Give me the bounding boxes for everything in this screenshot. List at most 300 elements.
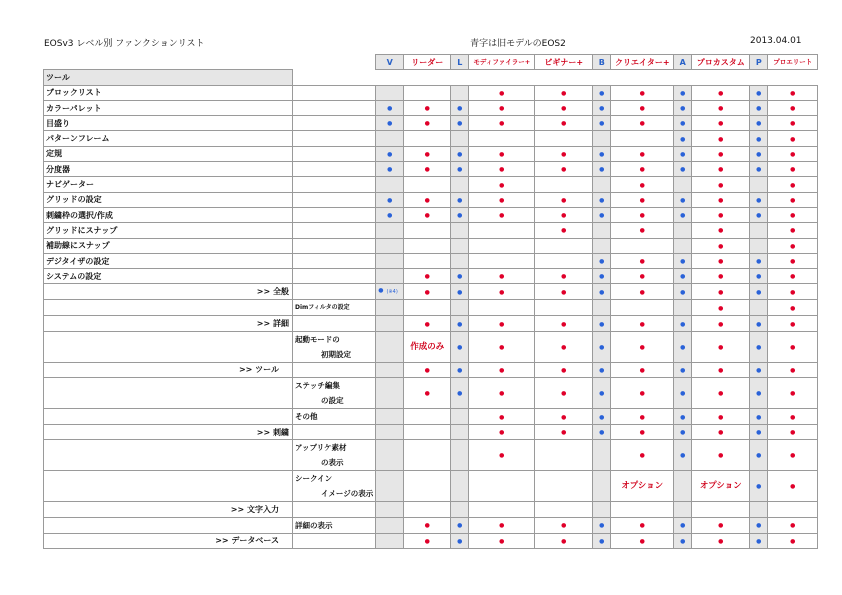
level-cell <box>469 471 535 502</box>
level-cell <box>674 331 692 362</box>
level-cell <box>469 253 535 268</box>
level-label: V <box>386 57 393 67</box>
blue-dot-icon: ● <box>756 258 762 265</box>
level-cell <box>611 238 674 253</box>
blue-dot-icon: ● <box>457 537 463 545</box>
feature-name-cell <box>44 440 293 471</box>
blue-dot-icon: ● <box>756 105 762 113</box>
level-cell <box>376 192 404 207</box>
level-cell <box>451 440 469 471</box>
level-cell <box>611 284 674 300</box>
red-dot-icon: ● <box>718 150 724 158</box>
level-cell <box>404 331 451 362</box>
level-cell <box>535 116 593 131</box>
red-dot-icon: ● <box>790 89 796 97</box>
level-cell <box>750 300 768 316</box>
header-spacer <box>44 55 293 70</box>
red-dot-icon: ● <box>424 288 430 296</box>
level-cell <box>593 100 611 115</box>
level-cell <box>768 162 818 177</box>
feature-row <box>44 177 818 192</box>
red-dot-icon: ● <box>561 366 567 374</box>
feature-name: ナビゲーター <box>44 177 293 192</box>
level-cell <box>593 300 611 316</box>
level-cell <box>535 253 593 268</box>
blue-dot-icon: ● <box>599 89 605 97</box>
level-cell <box>593 116 611 131</box>
blue-dot-icon: ● <box>457 366 463 374</box>
level-cell <box>593 425 611 440</box>
level-cell <box>768 517 818 533</box>
level-cell <box>750 440 768 471</box>
level-label: ビギナー+ <box>544 57 584 67</box>
red-dot-icon: ● <box>718 343 724 351</box>
red-dot-icon: ● <box>499 181 505 189</box>
feature-row <box>44 378 818 409</box>
level-cell <box>674 409 692 425</box>
level-cell <box>451 284 469 300</box>
level-cell <box>674 502 692 517</box>
level-cell <box>768 362 818 377</box>
level-cell <box>692 284 750 300</box>
level-cell <box>376 316 404 331</box>
blue-dot-icon: ● <box>599 258 605 265</box>
level-cell <box>469 207 535 222</box>
red-dot-icon: ● <box>561 89 567 97</box>
feature-sub-line: その他 <box>295 412 318 422</box>
level-cell <box>404 284 451 300</box>
level-cell <box>768 192 818 207</box>
feature-row <box>44 409 818 425</box>
level-cell <box>750 284 768 300</box>
level-cell <box>451 533 469 548</box>
red-dot-icon: ● <box>639 150 645 158</box>
feature-name: グリッドにスナップ <box>44 223 293 238</box>
red-dot-icon: ● <box>790 429 796 437</box>
feature-row <box>44 192 818 207</box>
level-cell <box>451 409 469 425</box>
level-cell <box>376 269 404 284</box>
feature-sub-cell <box>293 146 376 161</box>
blue-dot-icon: ● <box>599 429 605 437</box>
blue-dot-icon: ● <box>756 390 762 398</box>
red-dot-icon: ● <box>718 320 724 328</box>
red-dot-icon: ● <box>639 320 645 328</box>
blue-dot-icon: ● <box>680 120 686 128</box>
blue-dot-icon: ● <box>387 105 393 113</box>
level-cell <box>451 471 469 502</box>
feature-sub-line: シークイン <box>295 474 333 484</box>
red-dot-icon: ● <box>790 120 796 128</box>
level-label: B <box>598 57 605 67</box>
level-cell <box>674 440 692 471</box>
red-dot-icon: ● <box>499 366 505 374</box>
blue-dot-icon: ● <box>599 537 605 545</box>
blue-dot-icon: ● <box>599 196 605 204</box>
red-dot-icon: ● <box>718 522 724 530</box>
level-label: L <box>457 57 463 67</box>
level-cell <box>376 425 404 440</box>
level-cell <box>692 471 750 502</box>
red-dot-icon: ● <box>790 212 796 220</box>
feature-row <box>44 502 818 517</box>
red-dot-icon: ● <box>790 343 796 351</box>
level-cell <box>593 192 611 207</box>
feature-name-cell <box>44 378 293 409</box>
level-cell <box>376 533 404 548</box>
level-cell <box>692 378 750 409</box>
red-dot-icon: ● <box>790 483 796 491</box>
red-dot-icon: ● <box>499 413 505 421</box>
red-dot-icon: ● <box>424 105 430 113</box>
section-spacer <box>750 70 768 85</box>
level-cell <box>692 362 750 377</box>
feature-row <box>44 471 818 502</box>
level-label: A <box>679 57 686 67</box>
feature-sub-line: 起動モードの <box>295 334 340 344</box>
level-cell <box>692 253 750 268</box>
blue-dot-icon: ● <box>680 212 686 220</box>
level-cell <box>535 223 593 238</box>
red-dot-icon: ● <box>718 537 724 545</box>
level-cell <box>469 146 535 161</box>
level-cell <box>750 253 768 268</box>
level-cell <box>404 269 451 284</box>
level-cell <box>692 517 750 533</box>
red-dot-icon: ● <box>424 196 430 204</box>
level-cell <box>692 85 750 100</box>
level-cell <box>451 85 469 100</box>
feature-sub-line: 詳細の表示 <box>295 520 333 530</box>
level-cell <box>750 533 768 548</box>
feature-sub-line: Dimフィルタの設定 <box>295 304 350 312</box>
level-cell <box>404 300 451 316</box>
red-dot-icon: ● <box>790 320 796 328</box>
level-cell <box>611 362 674 377</box>
level-cell <box>469 192 535 207</box>
level-cell <box>611 440 674 471</box>
level-cell <box>451 238 469 253</box>
level-cell <box>593 284 611 300</box>
feature-sub-cell <box>293 502 376 517</box>
level-cell <box>376 146 404 161</box>
red-dot-icon: ● <box>561 105 567 113</box>
red-dot-icon: ● <box>424 366 430 374</box>
red-dot-icon: ● <box>790 150 796 158</box>
subsection-label: >> 詳細 <box>44 316 293 331</box>
level-cell <box>750 131 768 146</box>
blue-dot-icon: ● <box>756 212 762 220</box>
level-cell <box>593 177 611 192</box>
feature-name-cell <box>44 331 293 362</box>
feature-sub-label <box>293 517 376 533</box>
level-cell <box>750 269 768 284</box>
level-label: クリエイター+ <box>615 57 670 67</box>
section-spacer <box>376 70 404 85</box>
blue-dot-icon: ● <box>680 105 686 113</box>
level-cell <box>451 517 469 533</box>
level-cell <box>593 146 611 161</box>
red-dot-icon: ● <box>790 366 796 374</box>
red-dot-icon: ● <box>718 181 724 189</box>
feature-sub-cell <box>293 131 376 146</box>
red-dot-icon: ● <box>424 390 430 398</box>
level-cell <box>674 517 692 533</box>
blue-dot-icon: ● <box>680 429 686 437</box>
level-cell <box>404 177 451 192</box>
blue-dot-icon: ● <box>599 320 605 328</box>
level-cell <box>469 116 535 131</box>
blue-dot-icon: ● <box>457 150 463 158</box>
feature-name: 補助線にスナップ <box>44 238 293 253</box>
level-cell <box>535 177 593 192</box>
feature-sub-label <box>293 300 376 316</box>
red-dot-icon: ● <box>499 89 505 97</box>
red-dot-icon: ● <box>639 429 645 437</box>
red-dot-icon: ● <box>639 452 645 460</box>
level-cell <box>535 238 593 253</box>
level-cell <box>674 238 692 253</box>
level-cell <box>593 502 611 517</box>
level-header-row <box>44 55 818 70</box>
red-dot-icon: ● <box>639 89 645 97</box>
red-dot-icon: ● <box>424 320 430 328</box>
level-cell <box>469 85 535 100</box>
blue-dot-icon: ● <box>599 150 605 158</box>
level-cell <box>611 146 674 161</box>
section-spacer <box>469 70 535 85</box>
blue-dot-icon: ● <box>387 166 393 174</box>
blue-dot-icon: ● <box>599 273 605 281</box>
level-label: P <box>755 57 762 67</box>
level-header-1 <box>404 55 451 70</box>
level-cell <box>376 409 404 425</box>
red-dot-icon: ● <box>718 242 724 250</box>
feature-sub-line: イメージの表示 <box>321 489 374 499</box>
red-dot-icon: ● <box>639 166 645 174</box>
red-dot-icon: ● <box>718 212 724 220</box>
level-cell <box>535 269 593 284</box>
red-dot-icon: ● <box>718 390 724 398</box>
level-cell <box>750 331 768 362</box>
section-spacer <box>674 70 692 85</box>
feature-row <box>44 316 818 331</box>
red-dot-icon: ● <box>561 273 567 281</box>
level-cell <box>750 85 768 100</box>
level-cell <box>535 471 593 502</box>
level-cell <box>768 316 818 331</box>
red-dot-icon: ● <box>561 390 567 398</box>
section-spacer <box>593 70 611 85</box>
blue-dot-icon: ● <box>599 288 605 296</box>
level-cell <box>674 316 692 331</box>
level-cell <box>611 502 674 517</box>
level-cell <box>376 362 404 377</box>
level-cell <box>404 378 451 409</box>
level-cell <box>376 207 404 222</box>
level-cell <box>768 85 818 100</box>
level-cell <box>451 316 469 331</box>
blue-dot-icon: ● <box>756 89 762 97</box>
cell-note: 作成のみ <box>410 341 445 352</box>
red-dot-icon: ● <box>561 537 567 545</box>
level-cell <box>404 162 451 177</box>
level-cell <box>692 502 750 517</box>
blue-dot-icon: ● <box>457 166 463 174</box>
level-cell <box>451 425 469 440</box>
level-cell <box>535 425 593 440</box>
feature-row <box>44 207 818 222</box>
level-cell <box>535 440 593 471</box>
level-cell <box>593 517 611 533</box>
blue-dot-icon: ● <box>378 287 384 295</box>
blue-dot-icon: ● <box>680 166 686 174</box>
level-cell <box>469 425 535 440</box>
blue-dot-icon: ● <box>756 452 762 460</box>
blue-dot-icon: ● <box>756 196 762 204</box>
subsection-label: >> 全般 <box>44 284 293 300</box>
level-cell <box>469 378 535 409</box>
level-label: モディファイラー+ <box>473 58 531 67</box>
level-cell <box>674 207 692 222</box>
red-dot-icon: ● <box>718 196 724 204</box>
level-cell <box>611 131 674 146</box>
feature-row <box>44 85 818 100</box>
level-cell <box>535 502 593 517</box>
red-dot-icon: ● <box>718 227 724 235</box>
level-cell <box>469 223 535 238</box>
level-cell <box>469 100 535 115</box>
level-header-6 <box>611 55 674 70</box>
blue-dot-icon: ● <box>387 212 393 220</box>
red-dot-icon: ● <box>718 166 724 174</box>
section-spacer <box>451 70 469 85</box>
feature-row <box>44 269 818 284</box>
red-dot-icon: ● <box>561 522 567 530</box>
level-cell <box>611 116 674 131</box>
level-cell <box>611 533 674 548</box>
level-cell <box>750 502 768 517</box>
blue-dot-icon: ● <box>599 413 605 421</box>
red-dot-icon: ● <box>561 320 567 328</box>
level-cell <box>692 440 750 471</box>
level-cell <box>768 207 818 222</box>
red-dot-icon: ● <box>790 273 796 281</box>
red-dot-icon: ● <box>790 452 796 460</box>
level-cell <box>768 284 818 300</box>
red-dot-icon: ● <box>718 413 724 421</box>
level-cell <box>469 409 535 425</box>
level-cell <box>768 177 818 192</box>
level-cell <box>451 300 469 316</box>
level-cell <box>750 192 768 207</box>
level-cell <box>451 146 469 161</box>
level-cell <box>611 378 674 409</box>
level-cell <box>376 517 404 533</box>
level-cell <box>692 316 750 331</box>
feature-sub-line: アップリケ素材 <box>295 443 347 453</box>
level-cell <box>469 300 535 316</box>
feature-row <box>44 284 818 300</box>
red-dot-icon: ● <box>499 537 505 545</box>
feature-name-cell <box>44 517 293 533</box>
level-cell <box>469 517 535 533</box>
level-cell <box>451 177 469 192</box>
feature-sub-label <box>293 331 376 362</box>
level-header-8 <box>692 55 750 70</box>
red-dot-icon: ● <box>639 366 645 374</box>
level-cell <box>535 284 593 300</box>
level-cell <box>768 409 818 425</box>
red-dot-icon: ● <box>639 181 645 189</box>
red-dot-icon: ● <box>639 227 645 235</box>
level-cell <box>593 378 611 409</box>
feature-row <box>44 425 818 440</box>
level-cell <box>451 207 469 222</box>
section-spacer <box>692 70 750 85</box>
blue-dot-icon: ● <box>756 537 762 545</box>
level-cell <box>593 253 611 268</box>
red-dot-icon: ● <box>790 181 796 189</box>
subsection-label: >> 刺繍 <box>44 425 293 440</box>
level-cell <box>404 471 451 502</box>
level-cell <box>469 502 535 517</box>
red-dot-icon: ● <box>639 522 645 530</box>
red-dot-icon: ● <box>639 413 645 421</box>
red-dot-icon: ● <box>561 150 567 158</box>
level-header-9 <box>750 55 768 70</box>
feature-row <box>44 131 818 146</box>
feature-name: グリッドの設定 <box>44 192 293 207</box>
red-dot-icon: ● <box>790 105 796 113</box>
red-dot-icon: ● <box>499 166 505 174</box>
blue-dot-icon: ● <box>680 258 686 265</box>
feature-sub-cell <box>293 253 376 268</box>
level-cell <box>611 331 674 362</box>
level-header-2 <box>451 55 469 70</box>
level-cell <box>376 85 404 100</box>
red-dot-icon: ● <box>639 343 645 351</box>
feature-sub-cell <box>293 162 376 177</box>
level-cell <box>535 146 593 161</box>
blue-dot-icon: ● <box>680 413 686 421</box>
red-dot-icon: ● <box>718 273 724 281</box>
level-cell <box>451 192 469 207</box>
level-cell <box>692 207 750 222</box>
level-cell <box>451 116 469 131</box>
level-cell <box>611 409 674 425</box>
level-cell <box>611 253 674 268</box>
level-cell <box>692 300 750 316</box>
red-dot-icon: ● <box>639 105 645 113</box>
red-dot-icon: ● <box>790 522 796 530</box>
red-dot-icon: ● <box>499 320 505 328</box>
feature-row <box>44 533 818 548</box>
level-cell <box>469 533 535 548</box>
red-dot-icon: ● <box>790 135 796 143</box>
feature-name: ブロックリスト <box>44 85 293 100</box>
blue-dot-icon: ● <box>680 89 686 97</box>
feature-name: デジタイザの設定 <box>44 253 293 268</box>
level-cell <box>404 85 451 100</box>
level-cell <box>451 378 469 409</box>
section-spacer <box>768 70 818 85</box>
red-dot-icon: ● <box>790 258 796 265</box>
red-dot-icon: ● <box>639 288 645 296</box>
section-spacer <box>535 70 593 85</box>
function-list-table <box>43 54 818 549</box>
red-dot-icon: ● <box>561 166 567 174</box>
